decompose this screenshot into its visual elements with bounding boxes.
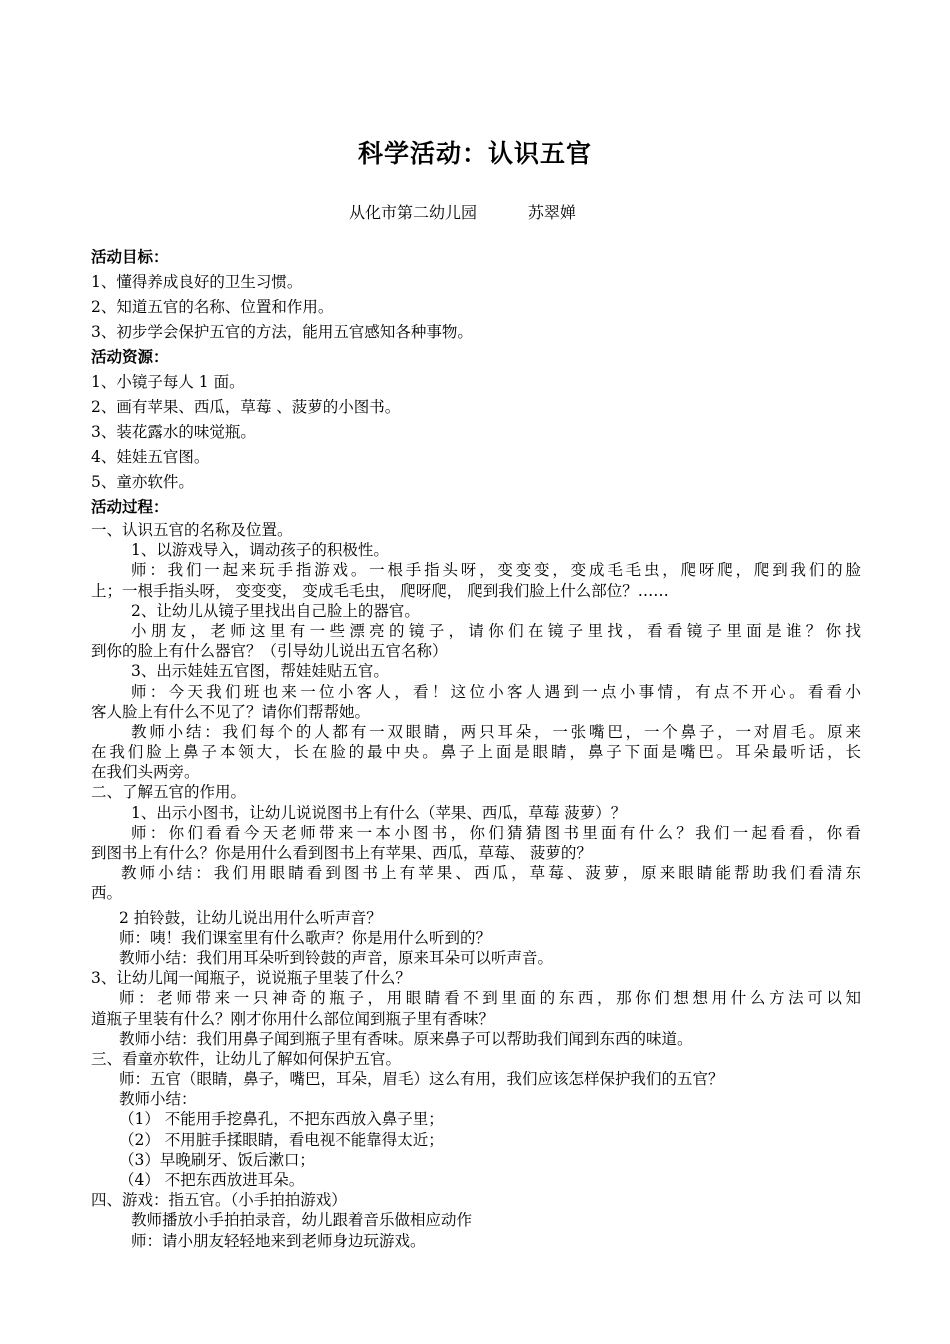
summary-line: 教师小结：我们每个的人都有一双眼睛，两只耳朵，一张嘴巴，一个鼻子，一对眉毛。原来 xyxy=(131,722,861,741)
section-heading: 二、了解五官的作用。 xyxy=(91,783,247,802)
summary-line: 教师小结： xyxy=(119,1090,197,1109)
paragraph-line: 师：我们一起来玩手指游戏。一根手指头呀，变变变，变成毛毛虫，爬呀爬，爬到我们的脸 xyxy=(131,561,861,580)
goal-item: 2、知道五官的名称、位置和作用。 xyxy=(91,298,334,316)
process-heading: 活动过程： xyxy=(91,498,169,516)
paragraph-line: 师：咦！我们课室里有什么歌声？你是用什么听到的？ xyxy=(119,928,492,947)
step-heading: 3、让幼儿闻一闻瓶子，说说瓶子里装了什么？ xyxy=(91,969,411,988)
resources-heading: 活动资源： xyxy=(91,348,169,366)
step-heading: 3、出示娃娃五官图，帮娃娃贴五官。 xyxy=(131,662,389,681)
section-heading: 四、游戏：指五官。（小手拍拍游戏） xyxy=(91,1191,347,1210)
goal-item: 1、懂得养成良好的卫生习惯。 xyxy=(91,273,303,291)
paragraph-line: 师：今天我们班也来一位小客人，看！这位小客人遇到一点小事情，有点不开心。看看小 xyxy=(131,682,861,701)
goal-item: 3、初步学会保护五官的方法，能用五官感知各种事物。 xyxy=(91,323,473,341)
paragraph-line: 师：老师带来一只神奇的瓶子，用眼睛看不到里面的东西，那你们想想用什么方法可以知 xyxy=(119,989,861,1008)
summary-line: 教师小结：我们用鼻子闻到瓶子里有香味。原来鼻子可以帮助我们闻到东西的味道。 xyxy=(119,1029,693,1048)
list-item: （4） 不把东西放进耳朵。 xyxy=(119,1171,305,1189)
paragraph-line: 师：五官（眼睛，鼻子，嘴巴，耳朵，眉毛）这么有用，我们应该怎样保护我们的五官？ xyxy=(119,1070,724,1089)
summary-line: 西。 xyxy=(91,884,123,903)
paragraph-line: 师：你们看看今天老师带来一本小图书，你们猜猜图书里面有什么？我们一起看看，你看 xyxy=(131,823,861,842)
resource-item: 3、装花露水的味觉瓶。 xyxy=(91,423,256,441)
section-heading: 三、看童亦软件，让幼儿了解如何保护五官。 xyxy=(91,1049,402,1068)
section-heading: 一、认识五官的名称及位置。 xyxy=(91,521,293,539)
summary-line: 在我们脸上鼻子本领大，长在脸的最中央。鼻子上面是眼睛，鼻子下面是嘴巴。耳朵最听话，长 xyxy=(91,743,861,762)
paragraph-line: 上；一根手指头呀， 变变变， 变成毛毛虫， 爬呀爬， 爬到我们脸上什么部位？…… xyxy=(91,581,669,600)
resource-item: 4、娃娃五官图。 xyxy=(91,448,210,466)
paragraph-line: 小朋友，老师这里有一些漂亮的镜子，请你们在镜子里找，看看镜子里面是谁？你找 xyxy=(131,621,861,640)
goals-heading: 活动目标： xyxy=(91,248,169,266)
step-heading: 2 拍铃鼓，让幼儿说出用什么听声音？ xyxy=(119,908,382,927)
step-heading: 2、让幼儿从镜子里找出自己脸上的器官。 xyxy=(131,601,420,620)
author-line: 从化市第二幼儿园 苏翠婵 xyxy=(349,203,576,222)
paragraph-line: 到图书上有什么？你是用什么看到图书上有苹果、西瓜，草莓、 菠萝的？ xyxy=(91,844,592,862)
list-item: （1） 不能用手挖鼻孔，不把东西放入鼻子里； xyxy=(119,1110,444,1129)
list-item: （2） 不用脏手揉眼睛，看电视不能靠得太近； xyxy=(119,1130,444,1149)
paragraph-line: 师：请小朋友轻轻地来到老师身边玩游戏。 xyxy=(131,1231,426,1250)
resource-item: 2、画有苹果、西瓜，草莓 、菠萝的小图书。 xyxy=(91,398,401,416)
paragraph-line: 道瓶子里装有什么？刚才你用什么部位闻到瓶子里有香味？ xyxy=(91,1009,495,1028)
paragraph-line: 客人脸上有什么不见了？请你们帮帮她。 xyxy=(91,702,371,721)
summary-line: 在我们头两旁。 xyxy=(91,763,200,782)
paragraph-line: 教师播放小手拍拍录音，幼儿跟着音乐做相应动作 xyxy=(131,1211,473,1230)
list-item: （3）早晚刷牙、饭后漱口； xyxy=(119,1150,315,1169)
summary-line: 教师小结：我们用耳朵听到铃鼓的声音，原来耳朵可以听声音。 xyxy=(119,948,554,967)
step-heading: 1、出示小图书，让幼儿说说图书上有什么（苹果、西瓜，草莓 菠萝）？ xyxy=(131,803,627,822)
step-heading: 1、以游戏导入，调动孩子的积极性。 xyxy=(131,541,389,560)
resource-item: 1、小镜子每人 1 面。 xyxy=(91,373,245,391)
document-title: 科学活动：认识五官 xyxy=(357,139,592,168)
resource-item: 5、童亦软件。 xyxy=(91,473,194,491)
summary-line: 教师小结：我们用眼睛看到图书上有苹果、西瓜，草莓、菠萝，原来眼睛能帮助我们看清东 xyxy=(121,864,861,883)
document-body xyxy=(91,245,861,1251)
paragraph-line: 到你的脸上有什么器官？（引导幼儿说出五官名称） xyxy=(91,642,448,661)
